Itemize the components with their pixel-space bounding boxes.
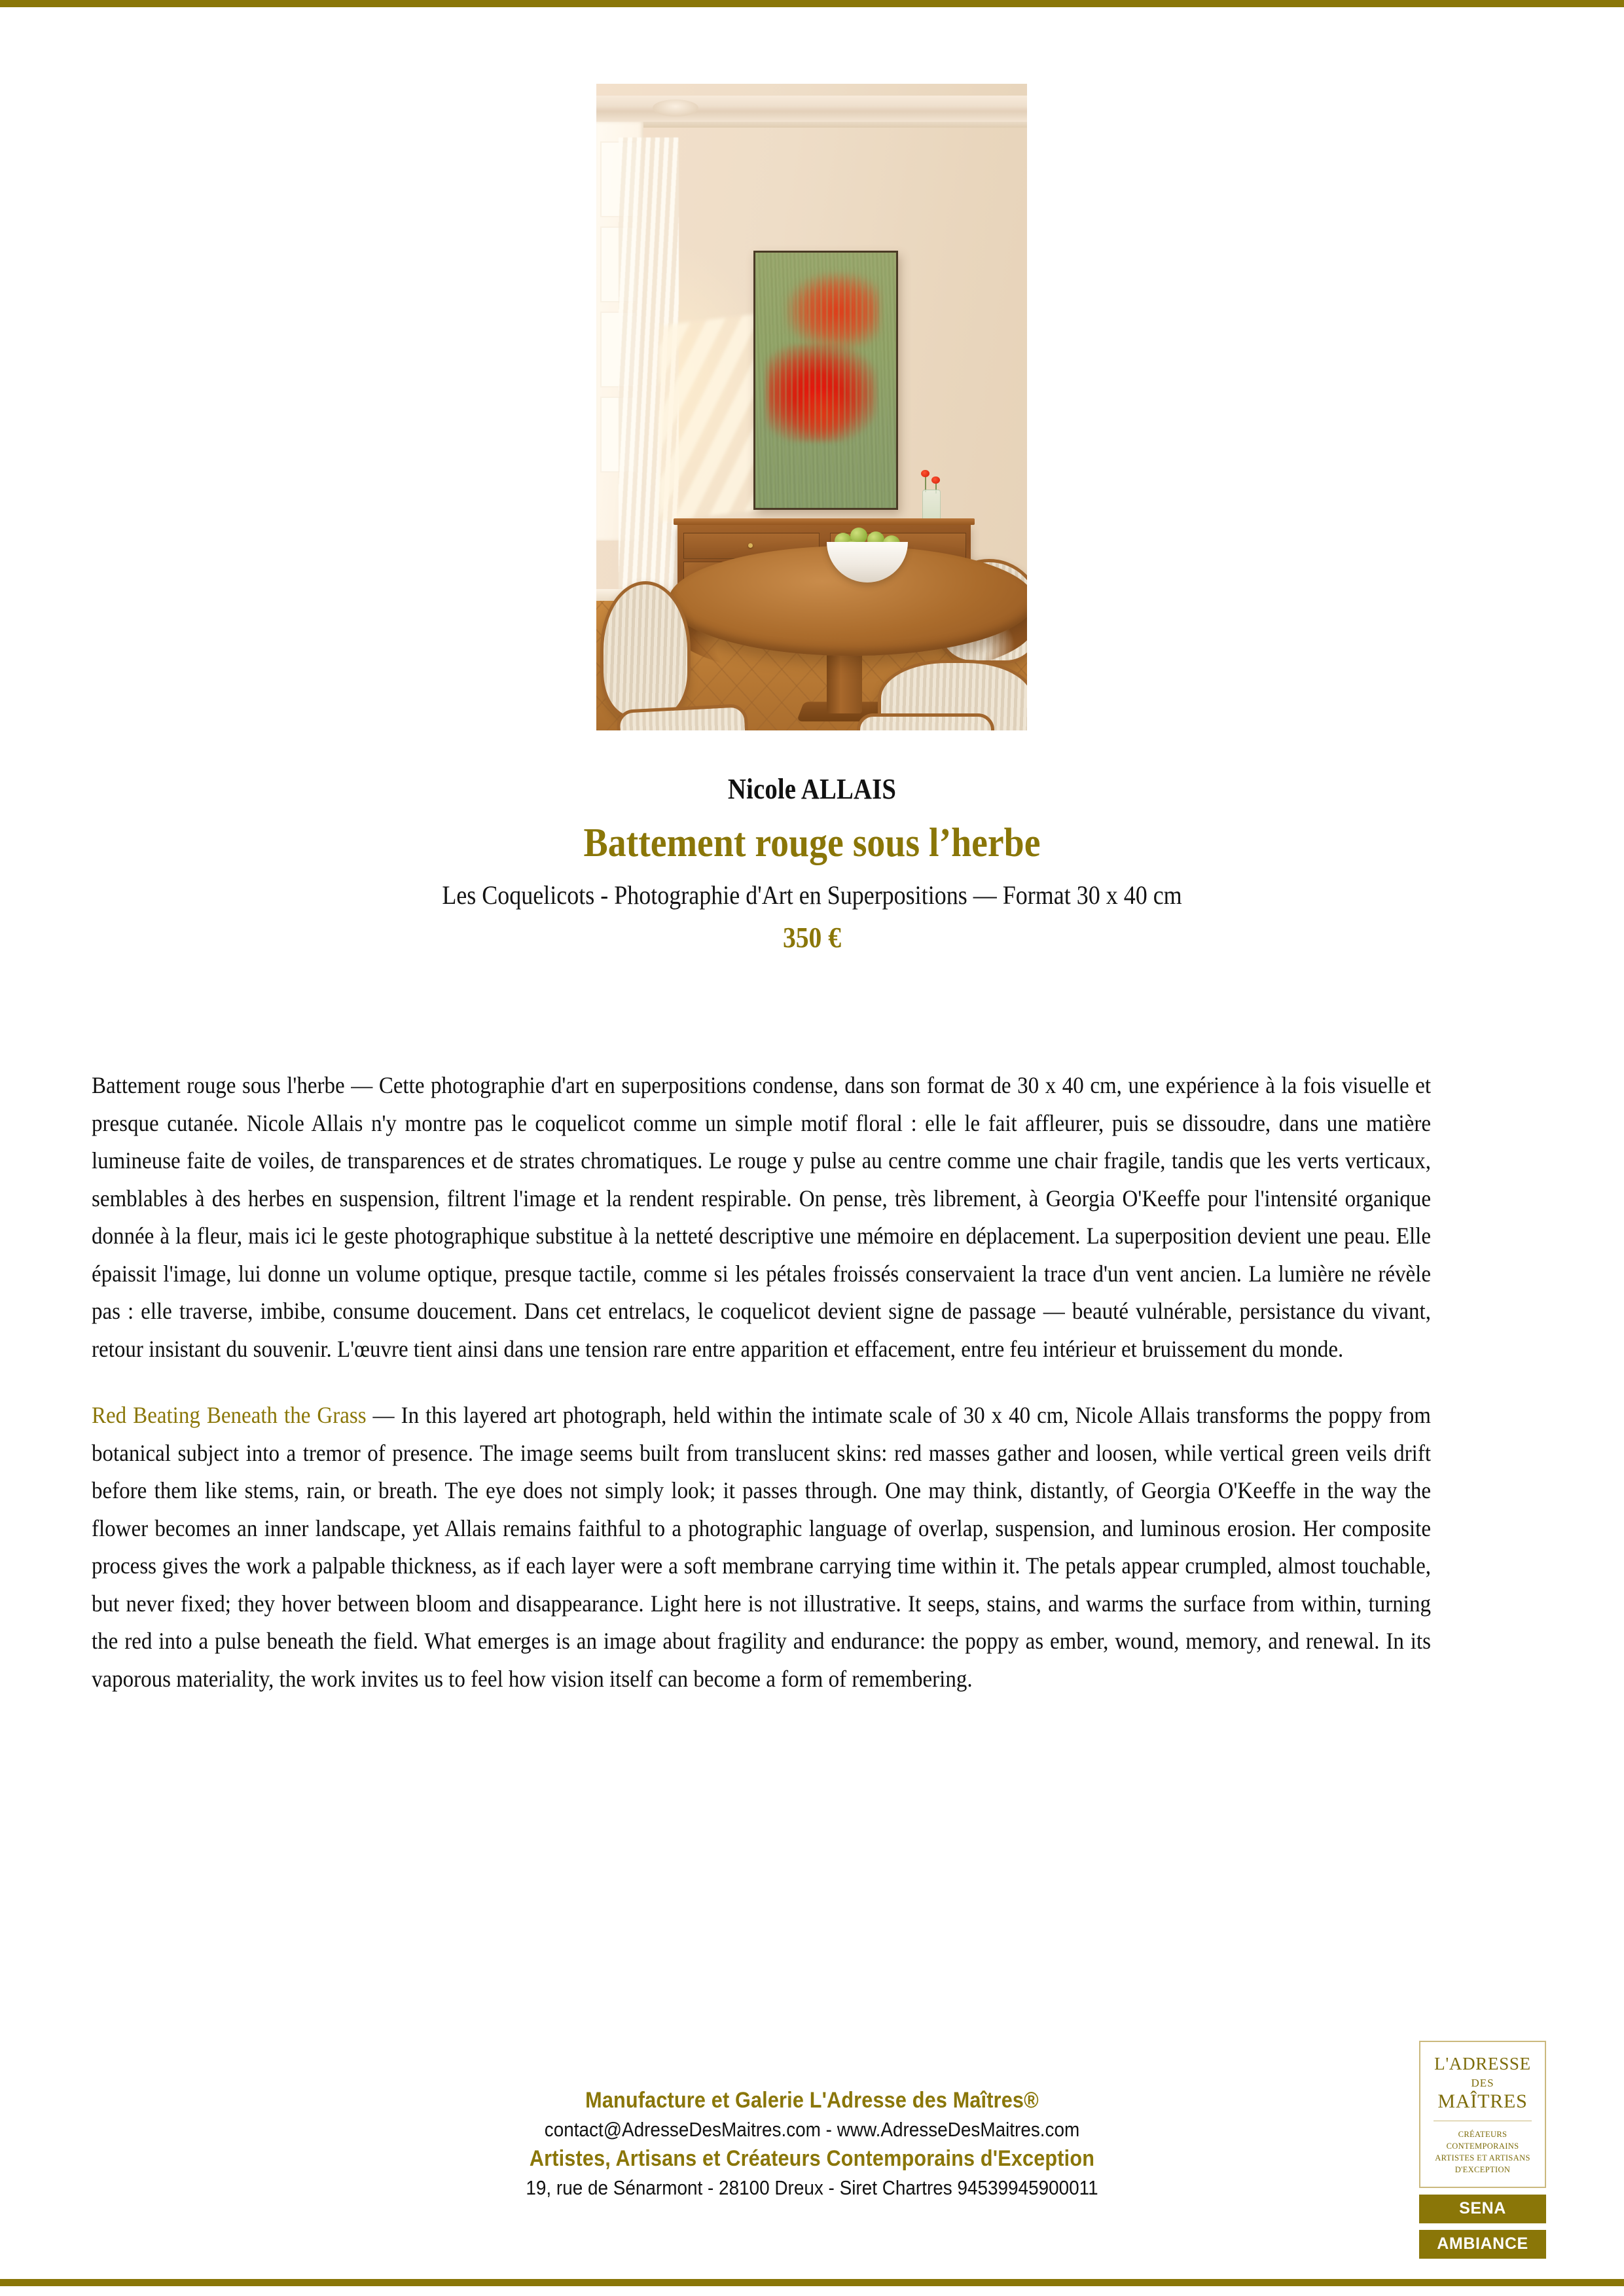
title-block — [0, 772, 1624, 954]
brand-line-des: DES — [1471, 2077, 1494, 2089]
ceiling-rosette-icon — [653, 99, 698, 117]
price: 350 € — [782, 922, 842, 954]
brand-line-adresse: L'ADRESSE — [1434, 2054, 1531, 2073]
brand-logo-block — [1419, 2041, 1546, 2259]
top-gold-rule — [0, 0, 1624, 7]
badge-ambiance: AMBIANCE — [1419, 2230, 1546, 2259]
badge-sena: SENA — [1419, 2195, 1546, 2223]
poppy-bloom — [921, 470, 929, 477]
english-title-lead: Red Beating Beneath the Grass — [92, 1402, 367, 1428]
room-wall — [596, 84, 1027, 730]
drawer-knob-icon — [748, 543, 753, 548]
page-title: Battement rouge sous l’herbe — [583, 821, 1041, 865]
footer-contact[interactable]: contact@AdresseDesMaitres.com - www.AdresseDesMaitres.com — [544, 2118, 1080, 2141]
poppy-bloom — [931, 476, 940, 484]
artist-name: Nicole ALLAIS — [727, 773, 897, 805]
bottom-gold-rule — [0, 2279, 1624, 2286]
description-body — [92, 1067, 1532, 1698]
artwork-subtitle: Les Coquelicots - Photographie d'Art en Superpositions — Format 30 x 40 cm — [442, 880, 1182, 910]
sunlight-patch — [659, 313, 764, 522]
sideboard-top — [674, 518, 975, 525]
english-body-rest: — In this layered art photograph, held within the intimate scale of 30 x 40 cm, Nicole Allais transforms the poppy from botanical subject into a tremor of presence. The image seems built from translucent skins: red masses gather and loosen, while vertical green veils drift before them like stems, rain, or breath. The eye does not simply look; it passes through. One may think, distantly, of Georgia O'Keeffe in the way the flower becomes an inner landscape, yet Allais remains faithful to a photographic language of overlap, suspension, and luminous erosion. Her composite process gives the work a palpable thickness, as if each layer were a soft membrane carrying time within it. The petals appear crumpled, almost touchable, but never fixed; they hover between bloom and disappearance. Light here is not illustrative. It seeps, stains, and warms the surface from within, turning the red into a pulse beneath the field. What emerges is an image about fragility and endurance: the poppy as ember, wound, memory, and renewal. In its vaporous materiality, the work invites us to feel how vision itself can become a form of remembering. — [92, 1402, 1431, 1692]
chair-back — [600, 581, 691, 719]
footer-tagline: Artistes, Artisans et Créateurs Contemporains d'Exception — [529, 2146, 1095, 2171]
brand-tagline-1: CRÉATEURS CONTEMPORAINS — [1446, 2130, 1519, 2151]
artwork-green-veil — [755, 253, 896, 508]
artwork-room-photo — [596, 84, 1027, 730]
framed-artwork — [753, 251, 898, 510]
footer — [0, 2088, 1624, 2200]
chair-seat — [857, 713, 994, 730]
description-french: Battement rouge sous l'herbe — Cette photographie d'art en superpositions condense, dans son format de 30 x 40 cm, une expérience à la fois visuelle et presque cutanée. Nicole Allais n'y montre pas le coquelicot comme un simple motif floral : elle le fait affleurer, puis se dissoudre, dans une matière lumineuse faite de voiles, de transparences et de strates chromatiques. Le rouge y pulse au centre comme une chair fragile, tandis que les verts verticaux, semblables à des herbes en suspension, filtrent l'image et la rendent respirable. On pense, très librement, à Georgia O'Keeffe pour l'intensité organique donnée à la fleur, mais ici le geste photographique substitue à la netteté descriptive une mémoire en déplacement. La superposition devient une peau. Elle épaissit l'image, lui donne un volume optique, presque tactile, comme si les pétales froissés conservaient la trace d'un vent ancien. La lumière ne révèle pas : elle traverse, imbibe, consume doucement. Dans cet entrelacs, le coquelicot devient signe de passage — beauté vulnérable, persistance du vivant, retour insistant du souvenir. L'œuvre tient ainsi dans une tension rare entre apparition et effacement, entre feu intérieur et bruissement du monde. — [92, 1072, 1431, 1362]
brand-tagline-2: ARTISTES ET ARTISANS — [1435, 2153, 1530, 2163]
brand-tagline-3: D'EXCEPTION — [1454, 2165, 1511, 2175]
footer-address: 19, rue de Sénarmont - 28100 Dreux - Siret Chartres 94539945900011 — [526, 2176, 1098, 2199]
footer-company-name: Manufacture et Galerie L'Adresse des Maîtres® — [585, 2088, 1039, 2113]
brand-card — [1419, 2041, 1546, 2188]
description-english — [92, 1397, 1431, 1698]
brand-line-maitres: MAÎTRES — [1437, 2090, 1528, 2112]
